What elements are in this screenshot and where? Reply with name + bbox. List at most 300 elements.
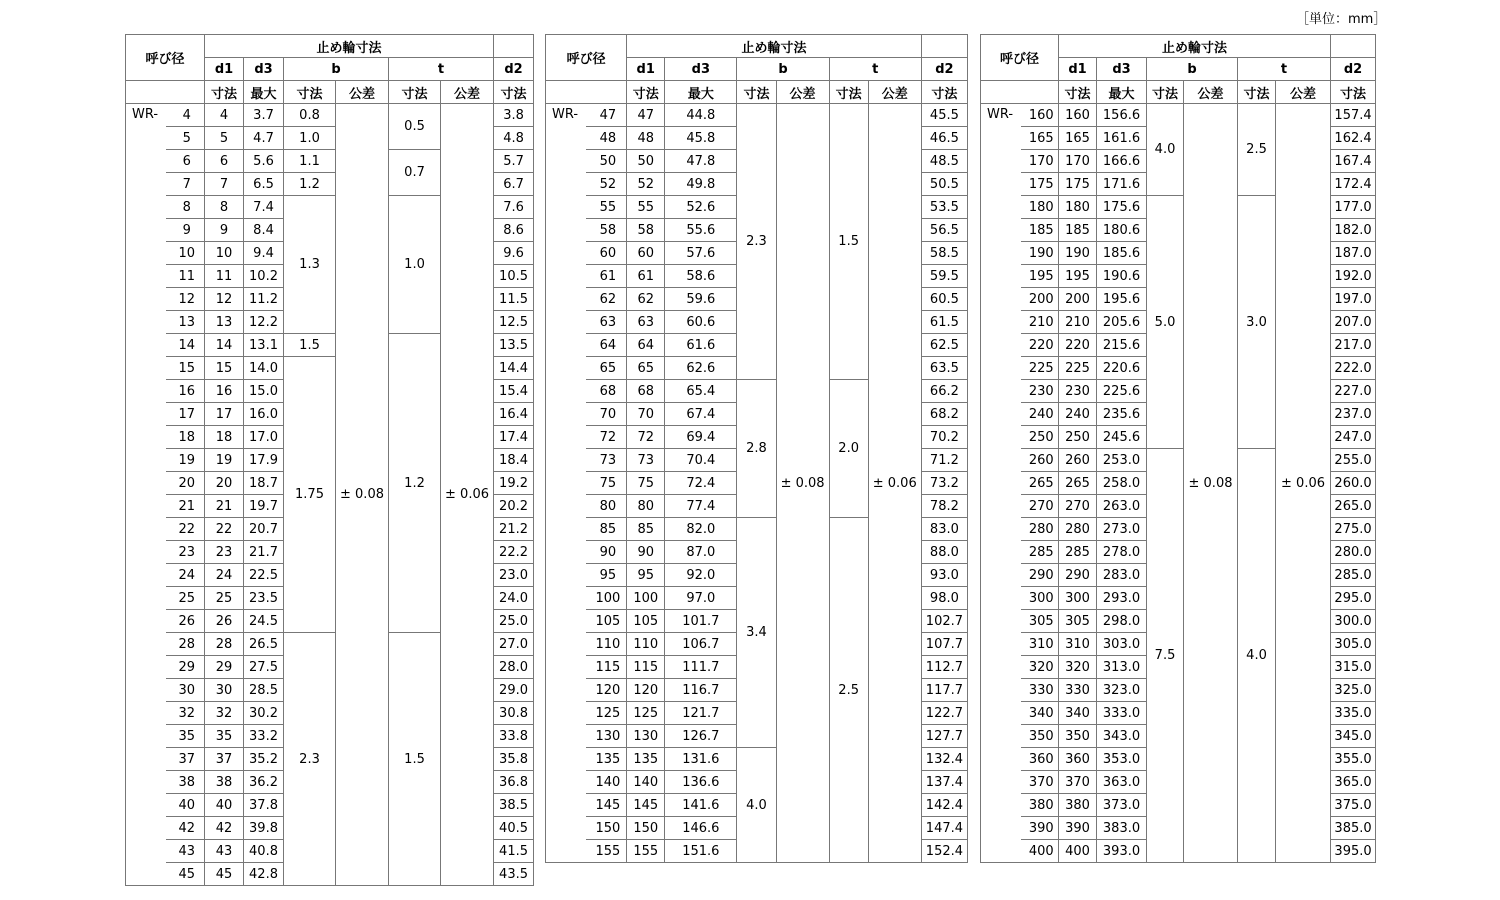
d1-value: 65: [627, 357, 665, 380]
d2-value: 73.2: [921, 472, 967, 495]
header-b-tolerance: 公差: [336, 81, 389, 104]
d2-value: 127.7: [921, 725, 967, 748]
d1-value: 105: [627, 610, 665, 633]
header-t: t: [829, 58, 921, 81]
header-t: t: [389, 58, 494, 81]
nominal-size: 350: [1021, 725, 1059, 748]
d3-max-value: 17.9: [244, 449, 284, 472]
d2-value: 192.0: [1331, 265, 1376, 288]
d2-value: 222.0: [1331, 357, 1376, 380]
nominal-size: 120: [586, 679, 627, 702]
t-size-value: 3.0: [1238, 196, 1276, 449]
nominal-size: 5: [166, 127, 205, 150]
d2-value: 17.4: [494, 426, 534, 449]
header-blank: [126, 81, 205, 104]
nominal-size: 100: [586, 587, 627, 610]
d1-value: 390: [1059, 817, 1097, 840]
d2-value: 45.5: [921, 104, 967, 127]
d2-value: 197.0: [1331, 288, 1376, 311]
d1-value: 42: [205, 817, 244, 840]
d1-value: 75: [627, 472, 665, 495]
d1-value: 320: [1059, 656, 1097, 679]
d1-value: 60: [627, 242, 665, 265]
d3-max-value: 49.8: [665, 173, 737, 196]
t-size-value: 0.5: [389, 104, 441, 150]
nominal-size: 285: [1021, 541, 1059, 564]
d2-value: 50.5: [921, 173, 967, 196]
d1-value: 380: [1059, 794, 1097, 817]
d1-value: 165: [1059, 127, 1097, 150]
d1-value: 120: [627, 679, 665, 702]
t-size-value: 1.0: [389, 196, 441, 334]
nominal-size: 73: [586, 449, 627, 472]
d1-value: 305: [1059, 610, 1097, 633]
b-size-value: 1.2: [284, 173, 336, 196]
header-t-size: 寸法: [829, 81, 868, 104]
d2-value: 28.0: [494, 656, 534, 679]
nominal-size: 110: [586, 633, 627, 656]
nominal-size: 150: [586, 817, 627, 840]
d2-value: 247.0: [1331, 426, 1376, 449]
header-nominal-diameter: 呼び径: [546, 35, 627, 81]
d3-max-value: 136.6: [665, 771, 737, 794]
t-size-value: 2.5: [1238, 104, 1276, 196]
nominal-size: 130: [586, 725, 627, 748]
d2-value: 147.4: [921, 817, 967, 840]
nominal-size: 85: [586, 518, 627, 541]
d1-value: 52: [627, 173, 665, 196]
d3-max-value: 185.6: [1097, 242, 1147, 265]
nominal-size: 12: [166, 288, 205, 311]
d1-value: 225: [1059, 357, 1097, 380]
d2-value: 137.4: [921, 771, 967, 794]
d2-value: 43.5: [494, 863, 534, 886]
d3-max-value: 235.6: [1097, 403, 1147, 426]
d2-value: 4.8: [494, 127, 534, 150]
nominal-size: 260: [1021, 449, 1059, 472]
b-size-value: 4.0: [1147, 104, 1184, 196]
header-d1: d1: [627, 58, 665, 81]
nominal-size: 62: [586, 288, 627, 311]
d1-value: 38: [205, 771, 244, 794]
header-d2: d2: [1331, 58, 1376, 81]
d3-max-value: 10.2: [244, 265, 284, 288]
d2-value: 23.0: [494, 564, 534, 587]
d3-max-value: 156.6: [1097, 104, 1147, 127]
t-size-value: 4.0: [1238, 449, 1276, 863]
d3-max-value: 87.0: [665, 541, 737, 564]
d3-max-value: 82.0: [665, 518, 737, 541]
header-d2: d2: [921, 58, 967, 81]
d3-max-value: 47.8: [665, 150, 737, 173]
nominal-size: 75: [586, 472, 627, 495]
d2-value: 227.0: [1331, 380, 1376, 403]
nominal-size: 270: [1021, 495, 1059, 518]
b-tolerance-value: ± 0.08: [776, 104, 829, 863]
d3-max-value: 383.0: [1097, 817, 1147, 840]
t-size-value: 0.7: [389, 150, 441, 196]
d3-max-value: 131.6: [665, 748, 737, 771]
d1-value: 28: [205, 633, 244, 656]
d2-value: 132.4: [921, 748, 967, 771]
d3-max-value: 195.6: [1097, 288, 1147, 311]
d1-value: 200: [1059, 288, 1097, 311]
b-size-value: 2.8: [737, 380, 776, 518]
d1-value: 23: [205, 541, 244, 564]
d2-value: 162.4: [1331, 127, 1376, 150]
d1-value: 12: [205, 288, 244, 311]
d3-max-value: 45.8: [665, 127, 737, 150]
b-size-value: 4.0: [737, 748, 776, 863]
d2-value: 5.7: [494, 150, 534, 173]
d1-value: 90: [627, 541, 665, 564]
d2-value: 41.5: [494, 840, 534, 863]
d3-max-value: 166.6: [1097, 150, 1147, 173]
b-size-value: 1.3: [284, 196, 336, 334]
d2-value: 68.2: [921, 403, 967, 426]
d2-value: 78.2: [921, 495, 967, 518]
d1-value: 48: [627, 127, 665, 150]
d3-max-value: 313.0: [1097, 656, 1147, 679]
header-d3: d3: [244, 58, 284, 81]
d3-max-value: 27.5: [244, 656, 284, 679]
d1-value: 100: [627, 587, 665, 610]
nominal-size: 65: [586, 357, 627, 380]
d1-value: 370: [1059, 771, 1097, 794]
d2-value: 66.2: [921, 380, 967, 403]
d2-value: 385.0: [1331, 817, 1376, 840]
nominal-size: 37: [166, 748, 205, 771]
nominal-size: 19: [166, 449, 205, 472]
d2-value: 157.4: [1331, 104, 1376, 127]
d3-max-value: 17.0: [244, 426, 284, 449]
d2-value: 88.0: [921, 541, 967, 564]
header-t-size: 寸法: [389, 81, 441, 104]
nominal-size: 40: [166, 794, 205, 817]
d3-max-value: 175.6: [1097, 196, 1147, 219]
spec-table-1: [125, 34, 534, 886]
header-d2: d2: [494, 58, 534, 81]
d2-value: 152.4: [921, 840, 967, 863]
d2-value: 167.4: [1331, 150, 1376, 173]
d1-value: 43: [205, 840, 244, 863]
d2-value: 3.8: [494, 104, 534, 127]
d3-max-value: 111.7: [665, 656, 737, 679]
d3-max-value: 363.0: [1097, 771, 1147, 794]
nominal-size: 105: [586, 610, 627, 633]
d3-max-value: 16.0: [244, 403, 284, 426]
b-size-value: 1.1: [284, 150, 336, 173]
d2-value: 6.7: [494, 173, 534, 196]
d1-value: 19: [205, 449, 244, 472]
d1-value: 25: [205, 587, 244, 610]
size-prefix: WR-: [126, 104, 166, 886]
table-row: [546, 104, 968, 127]
nominal-size: 145: [586, 794, 627, 817]
d1-value: 6: [205, 150, 244, 173]
header-blank: [1331, 35, 1376, 58]
header-t-size: 寸法: [1238, 81, 1276, 104]
d2-value: 172.4: [1331, 173, 1376, 196]
nominal-size: 300: [1021, 587, 1059, 610]
nominal-size: 115: [586, 656, 627, 679]
d3-max-value: 141.6: [665, 794, 737, 817]
d1-value: 55: [627, 196, 665, 219]
d2-value: 33.8: [494, 725, 534, 748]
d1-value: 175: [1059, 173, 1097, 196]
nominal-size: 21: [166, 495, 205, 518]
d2-value: 63.5: [921, 357, 967, 380]
d1-value: 170: [1059, 150, 1097, 173]
d3-max-value: 190.6: [1097, 265, 1147, 288]
d2-value: 62.5: [921, 334, 967, 357]
b-size-value: 0.8: [284, 104, 336, 127]
d1-value: 340: [1059, 702, 1097, 725]
d2-value: 15.4: [494, 380, 534, 403]
b-size-value: 3.4: [737, 518, 776, 748]
nominal-size: 265: [1021, 472, 1059, 495]
header-ring-dimensions: 止め輪寸法: [627, 35, 922, 58]
d1-value: 280: [1059, 518, 1097, 541]
nominal-size: 42: [166, 817, 205, 840]
d1-value: 160: [1059, 104, 1097, 127]
nominal-size: 170: [1021, 150, 1059, 173]
d2-value: 10.5: [494, 265, 534, 288]
header-t-tolerance: 公差: [441, 81, 494, 104]
d3-max-value: 263.0: [1097, 495, 1147, 518]
b-size-value: 1.0: [284, 127, 336, 150]
table-row: [126, 104, 534, 127]
header-d2-size: 寸法: [494, 81, 534, 104]
nominal-size: 6: [166, 150, 205, 173]
b-size-value: 1.75: [284, 357, 336, 633]
b-size-value: 7.5: [1147, 449, 1184, 863]
nominal-size: 64: [586, 334, 627, 357]
d3-max-value: 6.5: [244, 173, 284, 196]
d2-value: 187.0: [1331, 242, 1376, 265]
nominal-size: 43: [166, 840, 205, 863]
d1-value: 110: [627, 633, 665, 656]
d3-max-value: 42.8: [244, 863, 284, 886]
d2-value: 9.6: [494, 242, 534, 265]
b-size-value: 2.3: [284, 633, 336, 886]
nominal-size: 225: [1021, 357, 1059, 380]
d3-max-value: 106.7: [665, 633, 737, 656]
d2-value: 59.5: [921, 265, 967, 288]
t-size-value: 2.0: [829, 380, 868, 518]
d2-value: 20.2: [494, 495, 534, 518]
d3-max-value: 69.4: [665, 426, 737, 449]
nominal-size: 11: [166, 265, 205, 288]
nominal-size: 63: [586, 311, 627, 334]
d1-value: 58: [627, 219, 665, 242]
header-blank: [494, 35, 534, 58]
d2-value: 345.0: [1331, 725, 1376, 748]
nominal-size: 26: [166, 610, 205, 633]
d3-max-value: 28.5: [244, 679, 284, 702]
d3-max-value: 30.2: [244, 702, 284, 725]
d1-value: 20: [205, 472, 244, 495]
nominal-size: 230: [1021, 380, 1059, 403]
d3-max-value: 283.0: [1097, 564, 1147, 587]
d3-max-value: 72.4: [665, 472, 737, 495]
nominal-size: 360: [1021, 748, 1059, 771]
d3-max-value: 373.0: [1097, 794, 1147, 817]
nominal-size: 30: [166, 679, 205, 702]
d2-value: 177.0: [1331, 196, 1376, 219]
d2-value: 335.0: [1331, 702, 1376, 725]
d2-value: 56.5: [921, 219, 967, 242]
d2-value: 35.8: [494, 748, 534, 771]
b-size-value: 5.0: [1147, 196, 1184, 449]
d3-max-value: 62.6: [665, 357, 737, 380]
nominal-size: 400: [1021, 840, 1059, 863]
d3-max-value: 52.6: [665, 196, 737, 219]
d1-value: 220: [1059, 334, 1097, 357]
nominal-size: 45: [166, 863, 205, 886]
d3-max-value: 8.4: [244, 219, 284, 242]
d1-value: 145: [627, 794, 665, 817]
nominal-size: 55: [586, 196, 627, 219]
d3-max-value: 126.7: [665, 725, 737, 748]
d3-max-value: 55.6: [665, 219, 737, 242]
nominal-size: 50: [586, 150, 627, 173]
nominal-size: 160: [1021, 104, 1059, 127]
d3-max-value: 121.7: [665, 702, 737, 725]
b-size-value: 2.3: [737, 104, 776, 380]
d3-max-value: 298.0: [1097, 610, 1147, 633]
d2-value: 375.0: [1331, 794, 1376, 817]
nominal-size: 61: [586, 265, 627, 288]
header-b-tolerance: 公差: [776, 81, 829, 104]
nominal-size: 310: [1021, 633, 1059, 656]
d2-value: 117.7: [921, 679, 967, 702]
nominal-size: 15: [166, 357, 205, 380]
d1-value: 195: [1059, 265, 1097, 288]
d3-max-value: 3.7: [244, 104, 284, 127]
d1-value: 15: [205, 357, 244, 380]
d2-value: 237.0: [1331, 403, 1376, 426]
nominal-size: 9: [166, 219, 205, 242]
d2-value: 60.5: [921, 288, 967, 311]
size-prefix: WR-: [546, 104, 586, 863]
d2-value: 365.0: [1331, 771, 1376, 794]
nominal-size: 18: [166, 426, 205, 449]
nominal-size: 72: [586, 426, 627, 449]
nominal-size: 22: [166, 518, 205, 541]
d2-value: 107.7: [921, 633, 967, 656]
header-ring-dimensions: 止め輪寸法: [205, 35, 494, 58]
nominal-size: 7: [166, 173, 205, 196]
d1-value: 310: [1059, 633, 1097, 656]
d3-max-value: 161.6: [1097, 127, 1147, 150]
d2-value: 102.7: [921, 610, 967, 633]
d2-value: 395.0: [1331, 840, 1376, 863]
header-d2-size: 寸法: [921, 81, 967, 104]
nominal-size: 220: [1021, 334, 1059, 357]
nominal-size: 47: [586, 104, 627, 127]
d3-max-value: 12.2: [244, 311, 284, 334]
d2-value: 61.5: [921, 311, 967, 334]
d1-value: 35: [205, 725, 244, 748]
unit-label: ［単位：mm］: [1296, 12, 1387, 27]
d3-max-value: 92.0: [665, 564, 737, 587]
d2-value: 112.7: [921, 656, 967, 679]
d1-value: 5: [205, 127, 244, 150]
nominal-size: 24: [166, 564, 205, 587]
d1-value: 180: [1059, 196, 1097, 219]
d1-value: 360: [1059, 748, 1097, 771]
d3-max-value: 19.7: [244, 495, 284, 518]
d1-value: 40: [205, 794, 244, 817]
d1-value: 150: [627, 817, 665, 840]
d1-value: 135: [627, 748, 665, 771]
header-t: t: [1238, 58, 1331, 81]
nominal-size: 390: [1021, 817, 1059, 840]
d1-value: 62: [627, 288, 665, 311]
d3-max-value: 215.6: [1097, 334, 1147, 357]
d1-value: 400: [1059, 840, 1097, 863]
d3-max-value: 343.0: [1097, 725, 1147, 748]
d1-value: 18: [205, 426, 244, 449]
d3-max-value: 245.6: [1097, 426, 1147, 449]
size-prefix: WR-: [981, 104, 1021, 863]
d1-value: 21: [205, 495, 244, 518]
d3-max-value: 151.6: [665, 840, 737, 863]
header-b-tolerance: 公差: [1184, 81, 1238, 104]
d3-max-value: 40.8: [244, 840, 284, 863]
header-d3-max: 最大: [665, 81, 737, 104]
d1-value: 80: [627, 495, 665, 518]
d2-value: 36.8: [494, 771, 534, 794]
d1-value: 45: [205, 863, 244, 886]
nominal-size: 190: [1021, 242, 1059, 265]
d2-value: 58.5: [921, 242, 967, 265]
nominal-size: 48: [586, 127, 627, 150]
d2-value: 25.0: [494, 610, 534, 633]
d1-value: 11: [205, 265, 244, 288]
header-blank: [921, 35, 967, 58]
d1-value: 330: [1059, 679, 1097, 702]
d1-value: 240: [1059, 403, 1097, 426]
nominal-size: 60: [586, 242, 627, 265]
t-size-value: 2.5: [829, 518, 868, 863]
d2-value: 18.4: [494, 449, 534, 472]
d3-max-value: 4.7: [244, 127, 284, 150]
d3-max-value: 21.7: [244, 541, 284, 564]
d1-value: 26: [205, 610, 244, 633]
d2-value: 70.2: [921, 426, 967, 449]
nominal-size: 10: [166, 242, 205, 265]
d2-value: 27.0: [494, 633, 534, 656]
d3-max-value: 273.0: [1097, 518, 1147, 541]
d1-value: 265: [1059, 472, 1097, 495]
d2-value: 300.0: [1331, 610, 1376, 633]
d2-value: 21.2: [494, 518, 534, 541]
header-d3-max: 最大: [1097, 81, 1147, 104]
d1-value: 350: [1059, 725, 1097, 748]
d2-value: 325.0: [1331, 679, 1376, 702]
d1-value: 24: [205, 564, 244, 587]
d2-value: 53.5: [921, 196, 967, 219]
header-nominal-diameter: 呼び径: [126, 35, 205, 81]
d3-max-value: 13.1: [244, 334, 284, 357]
d1-value: 61: [627, 265, 665, 288]
d3-max-value: 35.2: [244, 748, 284, 771]
nominal-size: 14: [166, 334, 205, 357]
d3-max-value: 14.0: [244, 357, 284, 380]
d1-value: 70: [627, 403, 665, 426]
